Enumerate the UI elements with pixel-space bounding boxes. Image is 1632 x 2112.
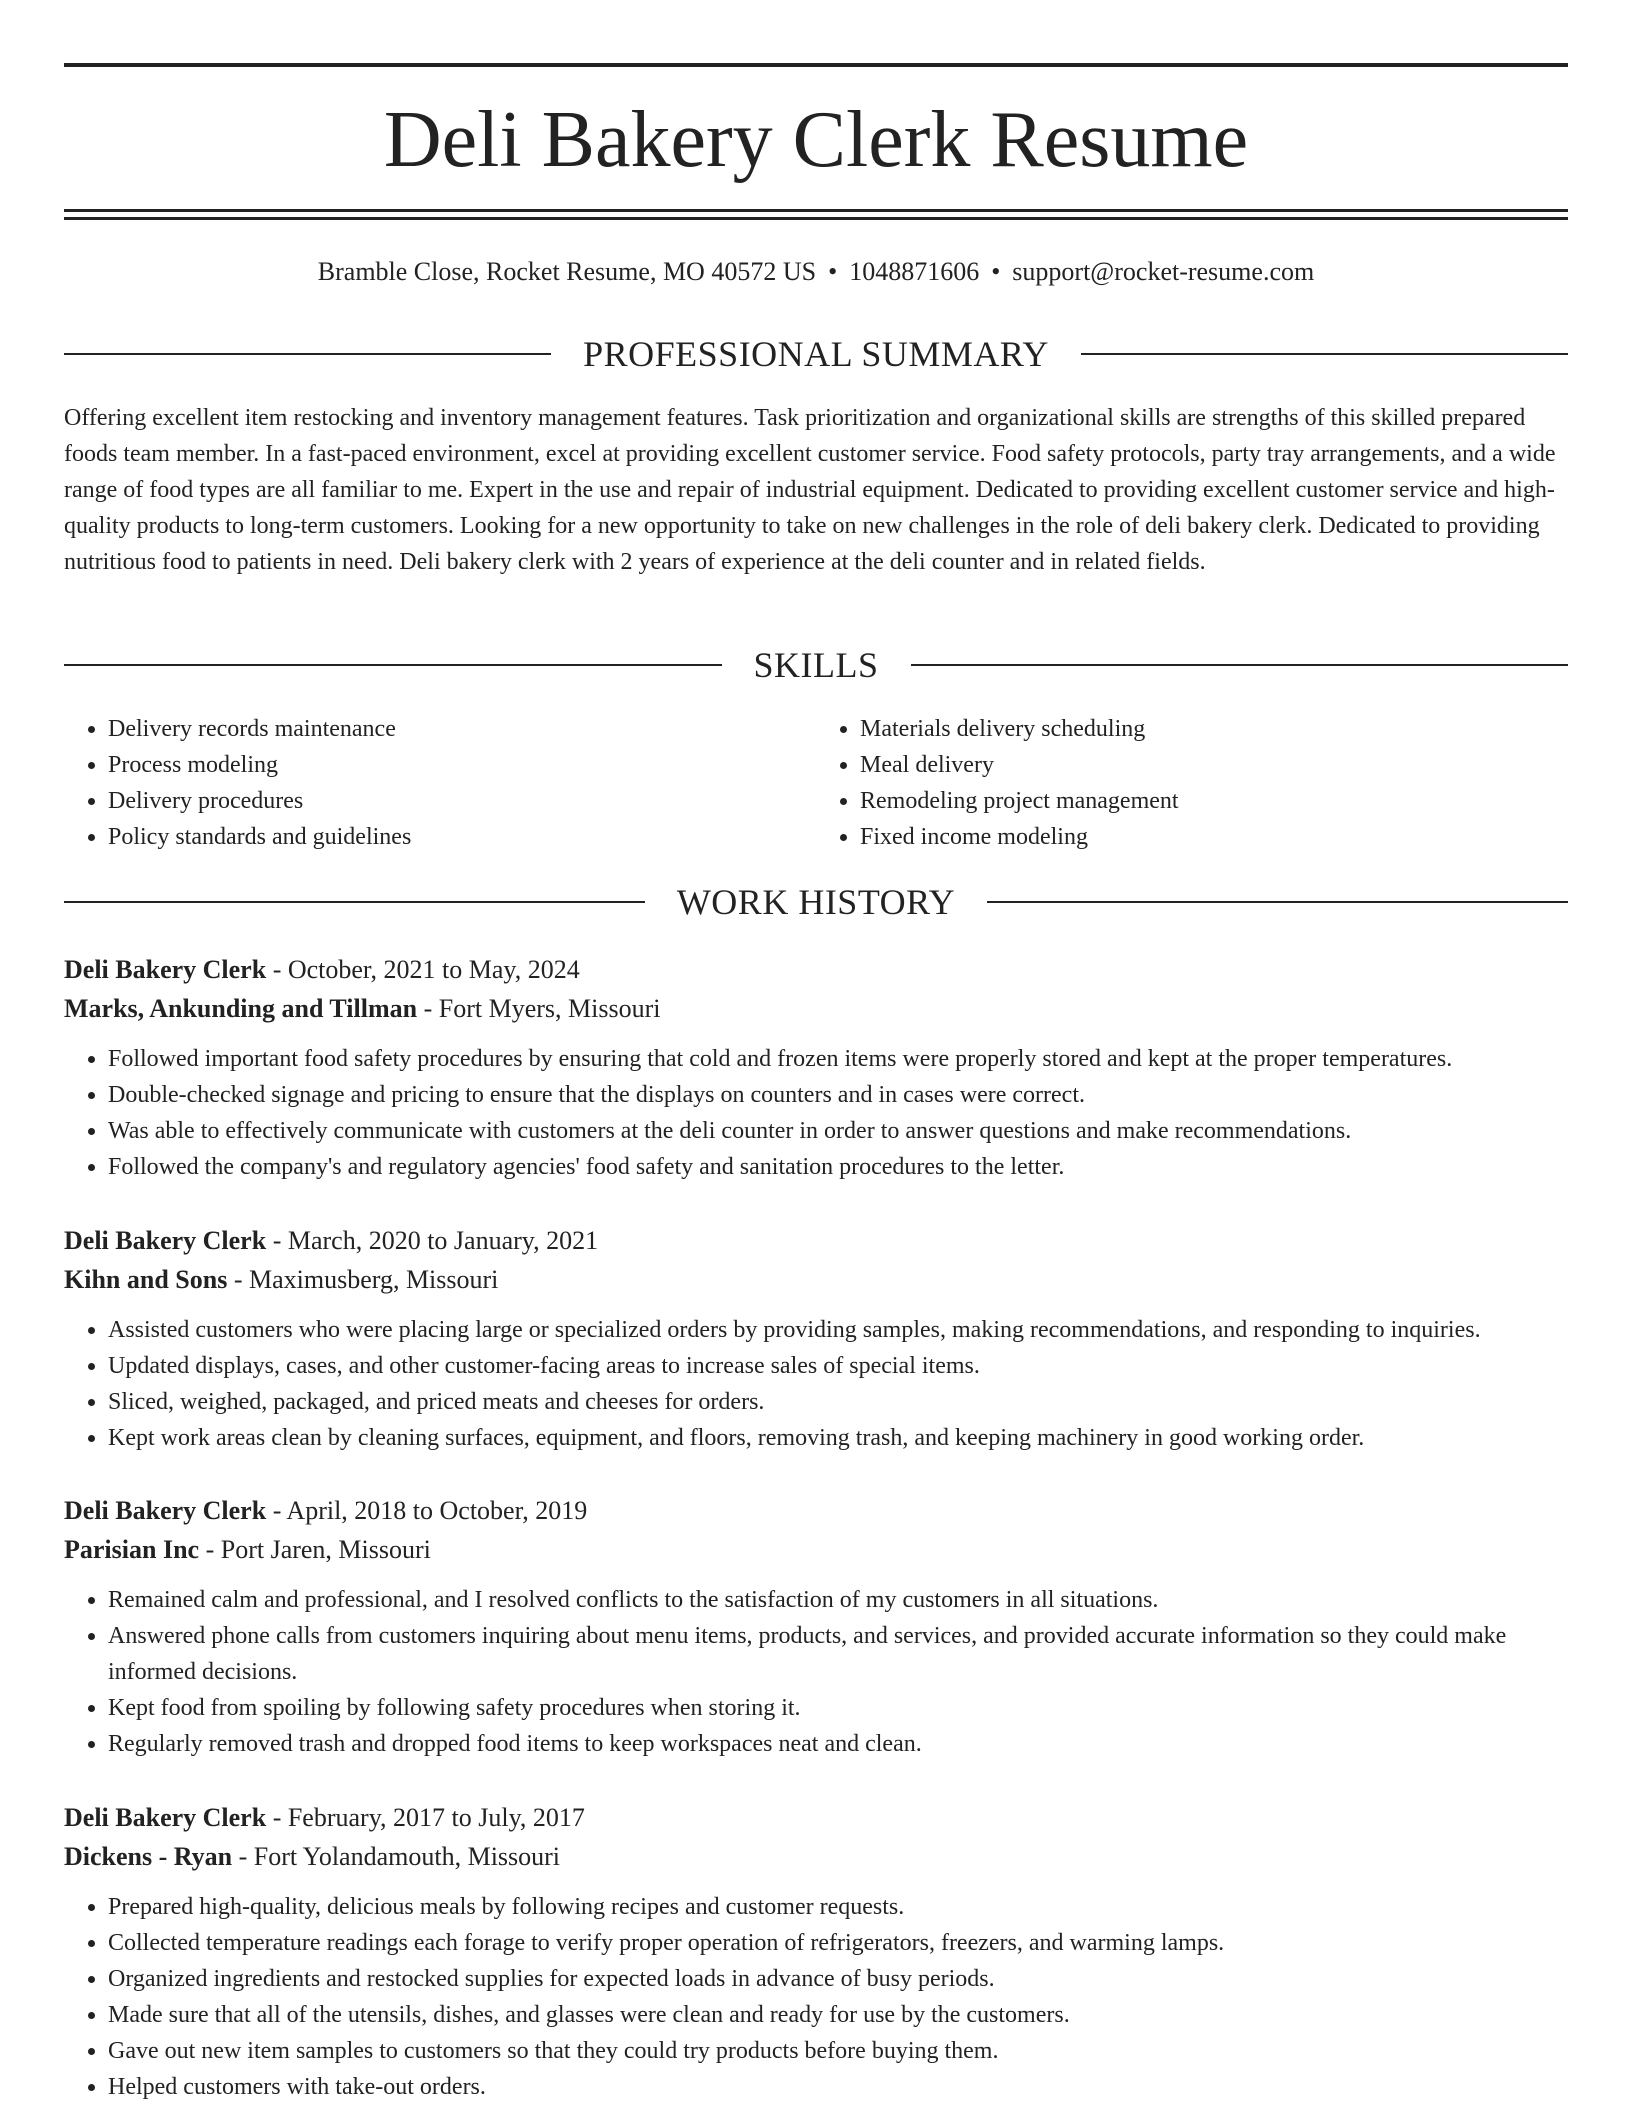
summary-section-heading (64, 332, 1568, 376)
skills-column-right (816, 711, 1568, 855)
work-history-section-heading (64, 880, 1568, 924)
job-dates: - April, 2018 to October, 2019 (266, 1496, 588, 1525)
heading-rule-left (64, 353, 551, 355)
job-dates: - March, 2020 to January, 2021 (266, 1226, 599, 1255)
job-title-line (64, 1491, 1568, 1530)
job-company: Marks, Ankunding and Tillman (64, 994, 418, 1023)
contact-separator: • (991, 257, 1001, 286)
skill-item: • Meal delivery (860, 747, 1568, 783)
heading-rule-left (64, 901, 645, 903)
job-company: Kihn and Sons (64, 1265, 228, 1294)
job-dates: - February, 2017 to July, 2017 (266, 1803, 585, 1832)
job-location: - Port Jaren, Missouri (199, 1535, 431, 1564)
job-company-line (64, 1530, 1568, 1569)
heading-rule-right (1081, 353, 1568, 355)
job-duty-item: • Regularly removed trash and dropped food items to keep workspaces neat and clean. (108, 1726, 1568, 1762)
job-title: Deli Bakery Clerk (64, 1803, 267, 1832)
resume-title: Deli Bakery Clerk Resume (383, 96, 1249, 184)
skill-item: • Policy standards and guidelines (108, 819, 816, 855)
job-duty-item: • Kept work areas clean by cleaning surfaces, equipment, and floors, removing trash, and keeping machinery in good working order. (108, 1420, 1568, 1456)
job-duty-item: • Prepared high-quality, delicious meals by following recipes and customer requests. (108, 1889, 1568, 1925)
skill-item: • Fixed income modeling (860, 819, 1568, 855)
skill-item: • Materials delivery scheduling (860, 711, 1568, 747)
job-company-line (64, 1260, 1568, 1299)
professional-summary: Offering excellent item restocking and inventory management features. Task prioritization and organizational skills are strengths of this skilled prepared foods team member. In a fast-paced environment, excel at providing excellent customer service. Food safety protocols, party tray arrangements, and a wide range of food types are all familiar to me. Expert in the use and repair of industrial equipment. Dedicated to providing excellent customer service and high-quality products to long-term customers. Looking for a new opportunity to take on new challenges in the role of deli bakery clerk. Dedicated to providing nutritious food to patients in need. Deli bakery clerk with 2 years of experience at the deli counter and in related fields. (64, 405, 1556, 575)
contact-separator: • (828, 257, 838, 286)
job-duty-item: • Followed important food safety procedures by ensuring that cold and frozen items were properly stored and kept at the proper temperatures. (108, 1041, 1568, 1077)
job-duty-item: • Sliced, weighed, packaged, and priced meats and cheeses for orders. (108, 1384, 1568, 1420)
contact-phone: 1048871606 (849, 257, 980, 286)
job-duty-item: • Assisted customers who were placing large or specialized orders by providing samples, making recommendations, and responding to inquiries. (108, 1312, 1568, 1348)
job-duty-item: • Gave out new item samples to customers so that they could try products before buying them. (108, 2033, 1568, 2069)
job-title: Deli Bakery Clerk (64, 1226, 267, 1255)
work-history-heading-label: WORK HISTORY (676, 882, 956, 922)
job-duties (64, 1582, 1568, 1762)
job-duty-item: • Double-checked signage and pricing to ensure that the displays on counters and in cases were correct. (108, 1077, 1568, 1113)
contact-email: support@rocket-resume.com (1012, 257, 1315, 286)
job-duty-item: • Answered phone calls from customers inquiring about menu items, products, and services, and provided accurate information so they could make informed decisions. (108, 1618, 1568, 1690)
job-duty-item: • Helped customers with take-out orders. (108, 2069, 1568, 2105)
job-company: Dickens - Ryan (64, 1842, 233, 1871)
job-duties (64, 1041, 1568, 1185)
job-entry (64, 950, 1568, 1185)
skill-item: • Remodeling project management (860, 783, 1568, 819)
job-company-line (64, 1837, 1568, 1876)
skills-section-heading (64, 643, 1568, 687)
job-location: - Fort Myers, Missouri (417, 994, 661, 1023)
job-location: - Maximusberg, Missouri (227, 1265, 499, 1294)
job-duty-item: • Remained calm and professional, and I resolved conflicts to the satisfaction of my customers in all situations. (108, 1582, 1568, 1618)
job-entry (64, 1221, 1568, 1456)
job-title-line (64, 1221, 1568, 1260)
job-entry (64, 1798, 1568, 2105)
heading-rule-left (64, 664, 722, 666)
job-title-line (64, 1798, 1568, 1837)
heading-rule-right (911, 664, 1569, 666)
skill-item: • Delivery records maintenance (108, 711, 816, 747)
header-top-rule (64, 63, 1568, 67)
job-duty-item: • Made sure that all of the utensils, dishes, and glasses were clean and ready for use by the customers. (108, 1997, 1568, 2033)
summary-heading-label: PROFESSIONAL SUMMARY (583, 334, 1049, 374)
job-title: Deli Bakery Clerk (64, 1496, 267, 1525)
job-title: Deli Bakery Clerk (64, 955, 267, 984)
contact-address: Bramble Close, Rocket Resume, MO 40572 US (317, 257, 817, 286)
skills-list (64, 711, 1568, 855)
job-company-line (64, 989, 1568, 1028)
job-duty-item: • Organized ingredients and restocked supplies for expected loads in advance of busy periods. (108, 1961, 1568, 1997)
job-dates: - October, 2021 to May, 2024 (266, 955, 580, 984)
job-title-line (64, 950, 1568, 989)
job-duty-item: • Followed the company's and regulatory agencies' food safety and sanitation procedures to the letter. (108, 1149, 1568, 1185)
job-duties (64, 1312, 1568, 1456)
header-double-rule (64, 209, 1568, 220)
skills-column-left (64, 711, 816, 855)
contact-line (64, 255, 1568, 289)
skill-item: • Delivery procedures (108, 783, 816, 819)
job-duty-item: • Kept food from spoiling by following safety procedures when storing it. (108, 1690, 1568, 1726)
job-duty-item: • Collected temperature readings each forage to verify proper operation of refrigerators, freezers, and warming lamps. (108, 1925, 1568, 1961)
job-location: - Fort Yolandamouth, Missouri (232, 1842, 561, 1871)
heading-rule-right (987, 901, 1568, 903)
skills-heading-label: SKILLS (753, 645, 879, 685)
job-duties (64, 1889, 1568, 2105)
job-duty-item: • Updated displays, cases, and other customer-facing areas to increase sales of special items. (108, 1348, 1568, 1384)
job-company: Parisian Inc (64, 1535, 200, 1564)
skill-item: • Process modeling (108, 747, 816, 783)
job-entry (64, 1491, 1568, 1762)
job-duty-item: • Was able to effectively communicate with customers at the deli counter in order to answer questions and make recommendations. (108, 1113, 1568, 1149)
